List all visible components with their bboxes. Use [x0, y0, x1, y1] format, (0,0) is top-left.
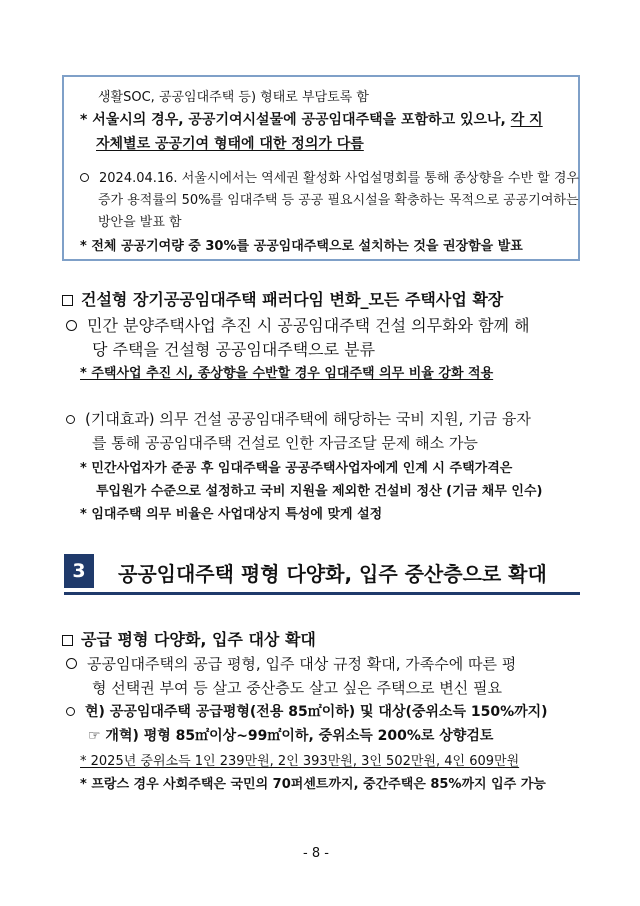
note-5: * 프랑스 경우 사회주택은 국민의 70퍼센트까지, 중간주택은 85%까지 입주 가능 — [80, 777, 546, 792]
para-2-line-2: 를 통해 공공임대주택 건설로 인한 자금조달 문제 해소 가능 — [92, 434, 478, 452]
square-bullet-icon — [62, 635, 73, 646]
para-2-line-1: (기대효과) 의무 건설 공공임대주택에 해당하는 국비 지원, 기금 융자 — [66, 408, 531, 429]
para-3-line-2: 형 선택권 부여 등 살고 중산층도 살고 싶은 주택으로 변신 필요 — [92, 679, 502, 697]
note-2-line-2: 투입원가 수준으로 설정하고 국비 지원을 제외한 건설비 정산 (기금 채무 인수) — [96, 484, 543, 499]
square-bullet-icon — [62, 295, 73, 306]
para-1-line-1: 민간 분양주택사업 추진 시 공공임대주택 건설 의무화와 함께 해 — [66, 313, 530, 336]
circle-bullet-icon — [66, 658, 77, 669]
heading-2: 공급 평형 다양화, 입주 대상 확대 — [62, 627, 316, 650]
box-line-4: 2024.04.16. 서울시에서는 역세권 활성화 사업설명회를 통해 종상향을 수반 할 경우 — [80, 167, 579, 186]
box-line-6: 방안을 발표 함 — [98, 215, 182, 230]
page-number: - 8 - — [303, 846, 329, 861]
box-line-5: 증가 용적률의 50%를 임대주택 등 공공 필요시설을 확충하는 목적으로 공공기여하는 — [98, 193, 579, 208]
circle-bullet-icon — [66, 320, 77, 331]
section-title: 공공임대주택 평형 다양화, 입주 중산층으로 확대 — [118, 562, 547, 586]
box-line-2: * 서울시의 경우, 공공기여시설물에 공공임대주택을 포함하고 있으나, 각 지 — [80, 112, 543, 128]
circle-bullet-icon — [80, 173, 89, 182]
section-divider — [64, 592, 580, 595]
note-1: * 주택사업 추진 시, 종상향을 수반할 경우 임대주택 의무 비율 강화 적용 — [80, 366, 494, 381]
heading-1: 건설형 장기공공임대주택 패러다임 변화_모든 주택사업 확장 — [62, 287, 503, 310]
para-5: ☞ 개혁) 평형 85㎡이상~99㎡이하, 중위소득 200%로 상향검토 — [88, 728, 494, 744]
note-3: * 임대주택 의무 비율은 사업대상지 특성에 맞게 설정 — [80, 507, 383, 522]
para-3-line-1: 공공임대주택의 공급 평형, 입주 대상 규정 확대, 가족수에 따른 평 — [66, 653, 516, 674]
para-4: 현) 공공임대주택 공급평형(전용 85㎡이하) 및 대상(중위소득 150%까지) — [66, 701, 548, 721]
box-line-1: 생활SOC, 공공임대주택 등) 형태로 부담토록 함 — [98, 90, 369, 105]
note-2-line-1: * 민간사업자가 준공 후 임대주택을 공공주택사업자에게 인계 시 주택가격은 — [80, 461, 513, 476]
note-4: * 2025년 중위소득 1인 239만원, 2인 393만원, 3인 502만원, 4인 609만원 — [80, 754, 520, 769]
circle-bullet-icon — [66, 415, 75, 424]
box-line-3: 자체별로 공공기여 형태에 대한 정의가 다름 — [96, 136, 364, 152]
box-line-7: * 전체 공공기여량 중 30%를 공공임대주택으로 설치하는 것을 권장함을 발표 — [80, 239, 523, 254]
section-number: 3 — [64, 554, 94, 588]
circle-bullet-icon — [66, 707, 75, 716]
para-1-line-2: 당 주택을 건설형 공공임대주택으로 분류 — [92, 340, 376, 359]
